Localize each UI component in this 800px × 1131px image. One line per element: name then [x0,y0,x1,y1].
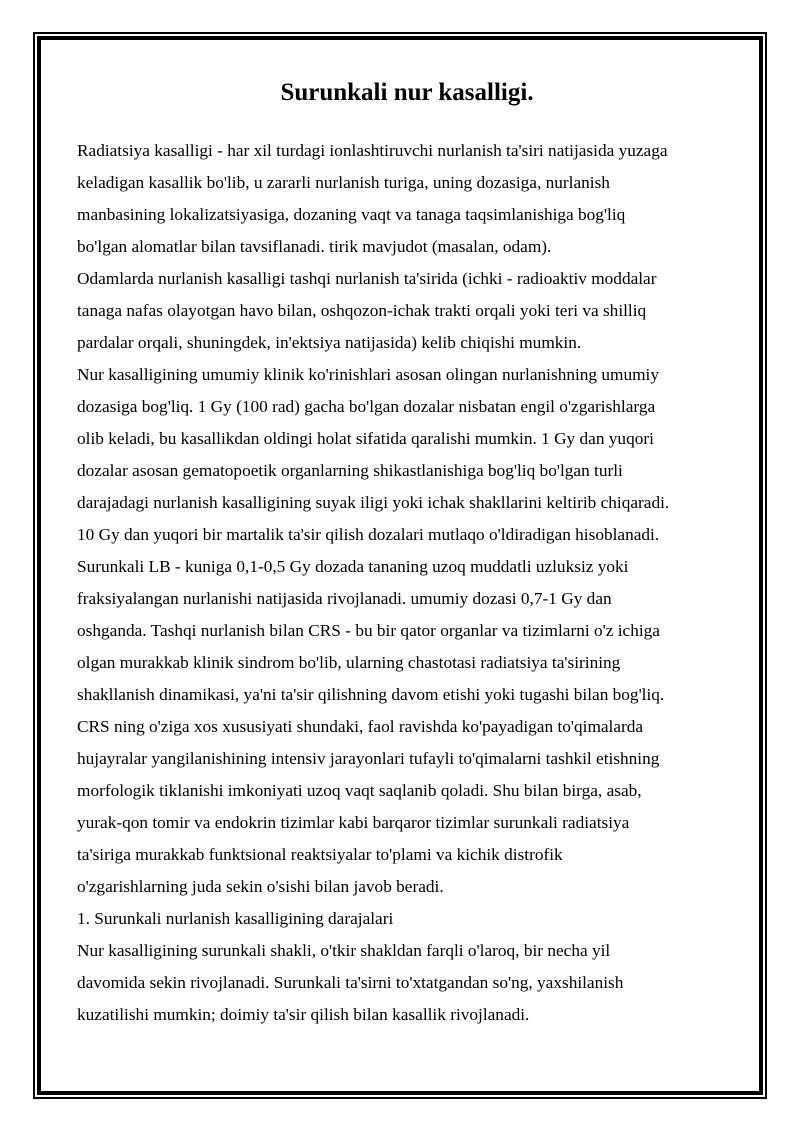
text-line: olgan murakkab klinik sindrom bo'lib, ularning chastotasi radiatsiya ta'sirining [77,653,621,672]
text-line: Odamlarda nurlanish kasalligi tashqi nurlanish ta'sirida (ichki - radioaktiv moddalar [77,269,657,288]
text-line: dozalar asosan gematopoetik organlarning shikastlanishiga bog'liq bo'lgan turli [77,461,623,480]
text-line: pardalar orqali, shuningdek, in'ektsiya natijasida) kelib chiqishi mumkin. [77,333,582,352]
text-line: 10 Gy dan yuqori bir martalik ta'sir qilish dozalari mutlaqo o'ldiradigan hisoblanadi. [77,525,660,544]
text-line: manbasining lokalizatsiyasiga, dozaning vaqt va tanaga taqsimlanishiga bog'liq [77,205,626,224]
text-line: olib keladi, bu kasallikdan oldingi holat sifatida qaralishi mumkin. 1 Gy dan yuqori [77,429,654,448]
text-line: Radiatsiya kasalligi - har xil turdagi ionlashtiruvchi nurlanish ta'siri natijasida yuzaga [77,141,668,160]
text-line: morfologik tiklanishi imkoniyati uzoq vaqt saqlanib qoladi. Shu bilan birga, asab, [77,781,642,800]
text-line: darajadagi nurlanish kasalligining suyak iligi yoki ichak shakllarini keltirib chiqaradi. [77,493,670,512]
text-line: bo'lgan alomatlar bilan tavsiflanadi. tirik mavjudot (masalan, odam). [77,237,552,256]
text-line: ta'siriga murakkab funktsional reaktsiyalar to'plami va kichik distrofik [77,845,563,864]
text-line: fraksiyalangan nurlanishi natijasida rivojlanadi. umumiy dozasi 0,7-1 Gy dan [77,589,612,608]
text-line: Surunkali LB - kuniga 0,1-0,5 Gy dozada tananing uzoq muddatli uzluksiz yoki [77,557,629,576]
text-line: Nur kasalligining surunkali shakli, o'tkir shakldan farqli o'laroq, bir necha yil [77,941,611,960]
text-line: oshganda. Tashqi nurlanish bilan CRS - bu bir qator organlar va tizimlarni o'z ichiga [77,621,660,640]
text-line: o'zgarishlarning juda sekin o'sishi bilan javob beradi. [77,877,444,896]
document-title: Surunkali nur kasalligi. [280,79,534,106]
text-line: hujayralar yangilanishining intensiv jarayonlari tufayli to'qimalarni tashkil etishning [77,749,660,768]
text-line: kuzatilishi mumkin; doimiy ta'sir qilish bilan kasallik rivojlanadi. [77,1005,530,1024]
text-line: tanaga nafas olayotgan havo bilan, oshqozon-ichak trakti orqali yoki teri va shilliq [77,301,647,320]
text-line: CRS ning o'ziga xos xususiyati shundaki, faol ravishda ko'payadigan to'qimalarda [77,717,644,736]
text-line: davomida sekin rivojlanadi. Surunkali ta'sirni to'xtatgandan so'ng, yaxshilanish [77,973,624,992]
document-content [77,78,737,1031]
text-line: yurak-qon tomir va endokrin tizimlar kabi barqaror tizimlar surunkali radiatsiya [77,813,630,832]
text-line: keladigan kasallik bo'lib, u zararli nurlanish turiga, uning dozasiga, nurlanish [77,173,610,192]
text-line: Nur kasalligining umumiy klinik ko'rinishlari asosan olingan nurlanishning umumiy [77,365,659,384]
document-body [77,135,737,1031]
text-line: dozasiga bog'liq. 1 Gy (100 rad) gacha bo'lgan dozalar nisbatan engil o'zgarishlarga [77,397,656,416]
text-line: shakllanish dinamikasi, ya'ni ta'sir qilishning davom etishi yoki tugashi bilan bog'liq. [77,685,665,704]
section-heading: 1. Surunkali nurlanish kasalligining darajalari [77,909,394,928]
